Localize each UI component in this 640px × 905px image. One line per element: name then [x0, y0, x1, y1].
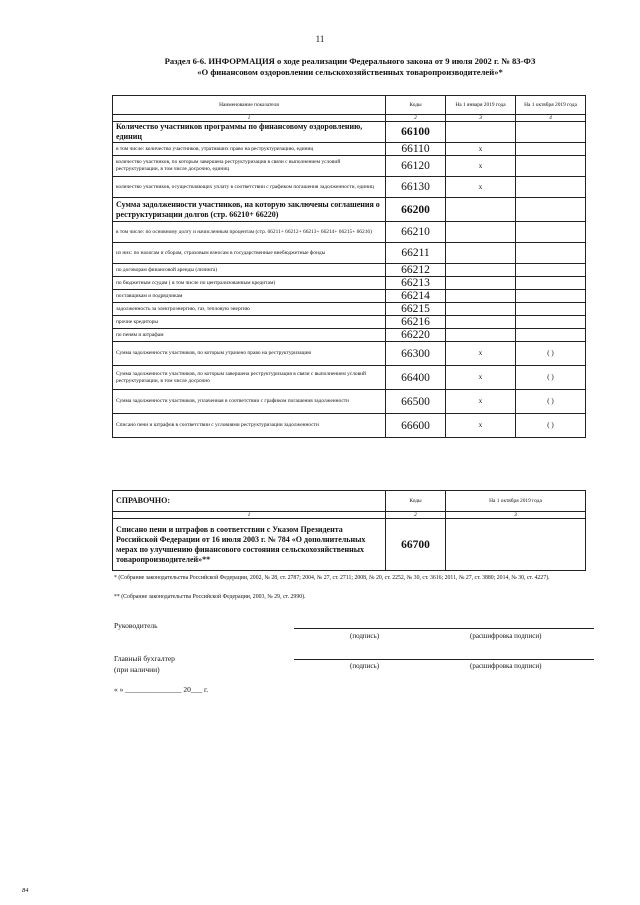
- row-code: 66200: [386, 198, 446, 222]
- table-row: [113, 264, 586, 277]
- accountant-sign-caption: (подпись): [350, 662, 380, 670]
- row-value-jan: [446, 264, 516, 277]
- row-label: Сумма задолженности участников, на которую заключены соглашения о реструктуризации долгов (стр. 66210+ 66220): [113, 198, 386, 222]
- row-value-jan: [446, 198, 516, 222]
- row-label: Сумма задолженности участников, уплаченная в соответствии с графиком погашения задолженности: [113, 390, 386, 414]
- row-code: 66400: [386, 366, 446, 390]
- row-label: Количество участников программы по финансовому оздоровлению, единиц: [113, 122, 386, 143]
- table-header-row: [113, 96, 586, 115]
- table-row: [113, 316, 586, 329]
- table-row: [113, 390, 586, 414]
- row-label: Сумма задолженности участников, по которым завершена реструктуризация в связи с выполнением условий реструктуризации, в том числе досрочно: [113, 366, 386, 390]
- colnum-4: 4: [516, 115, 586, 122]
- table-row: [113, 177, 586, 198]
- table-row: [113, 198, 586, 222]
- row-value-oct: [516, 122, 586, 143]
- row-value-jan: [446, 316, 516, 329]
- reference-row-code: 66700: [386, 519, 446, 571]
- row-value-jan: х: [446, 177, 516, 198]
- row-code: 66212: [386, 264, 446, 277]
- row-code: 66216: [386, 316, 446, 329]
- row-value-jan: х: [446, 143, 516, 156]
- row-code: 66214: [386, 290, 446, 303]
- row-code: 66120: [386, 156, 446, 177]
- colnum-2: 2: [386, 115, 446, 122]
- row-value-jan: [446, 290, 516, 303]
- row-value-jan: [446, 222, 516, 243]
- row-value-oct: [516, 316, 586, 329]
- row-value-oct: [516, 303, 586, 316]
- table-row: [113, 414, 586, 438]
- head-signature-line: [294, 628, 594, 629]
- row-code: 66130: [386, 177, 446, 198]
- row-value-oct: ( ): [516, 390, 586, 414]
- row-value-oct: [516, 143, 586, 156]
- table-row: [113, 277, 586, 290]
- row-value-jan: х: [446, 342, 516, 366]
- row-label: из них: по налогам и сборам, страховым взносам в государственные внебюджетные фонды: [113, 243, 386, 264]
- row-value-oct: [516, 329, 586, 342]
- row-code: 66215: [386, 303, 446, 316]
- reference-header-codes: Коды: [386, 491, 446, 512]
- table-row: [113, 303, 586, 316]
- row-label: прочие кредиторы: [113, 316, 386, 329]
- row-label: по бюджетным ссудам ( в том числе по централизованным кредитам): [113, 277, 386, 290]
- row-label: поставщикам и подрядчикам: [113, 290, 386, 303]
- main-table: [112, 95, 586, 438]
- reference-row: [113, 519, 586, 571]
- page-number: 11: [315, 34, 325, 44]
- table-row: [113, 329, 586, 342]
- row-value-oct: [516, 277, 586, 290]
- row-label: в том числе: количество участников, утративших право на реструктуризацию, единиц: [113, 143, 386, 156]
- row-label: задолженность за электроэнергию, газ, тепловую энергию: [113, 303, 386, 316]
- row-value-jan: х: [446, 390, 516, 414]
- footnote-2: ** (Собрание законодательства Российской Федерации, 2003, № 29, ст. 2990).: [114, 594, 306, 600]
- accountant-decode-caption: (расшифровка подписи): [470, 662, 542, 670]
- date-line: « » _______________ 20___ г.: [114, 685, 209, 694]
- table-row: [113, 243, 586, 264]
- table-row: [113, 143, 586, 156]
- ref-colnum-3: 3: [446, 512, 586, 519]
- row-label: Сумма задолженности участников, по которым утрачено право на реструктуризацию: [113, 342, 386, 366]
- row-label: по договорам финансовой аренды (лизинга): [113, 264, 386, 277]
- row-value-jan: х: [446, 156, 516, 177]
- footnote-1: * (Собрание законодательства Российской Федерации, 2002, № 28, ст. 2787; 2004, № 27, ст. 2711; 2008, № 20, ст. 2252, № 30, ст. 3616; 2011, № 27, ст. 3880; 2014, № 30, ст. 4227).: [114, 575, 550, 581]
- header-name: Наименование показателя: [113, 96, 386, 115]
- row-code: 66300: [386, 342, 446, 366]
- row-value-jan: [446, 303, 516, 316]
- row-label: Списано пени и штрафов в соответствии с условиями реструктуризации задолженности: [113, 414, 386, 438]
- row-value-oct: ( ): [516, 366, 586, 390]
- row-code: 66213: [386, 277, 446, 290]
- row-label: в том числе: по основному долгу и начисленным процентам (стр. 66211+ 66212+ 66213+ 66214+ 66215+ 66216): [113, 222, 386, 243]
- row-code: 66100: [386, 122, 446, 143]
- row-label: по пеням и штрафам: [113, 329, 386, 342]
- accountant-signature-line: [294, 659, 594, 660]
- table-row: [113, 290, 586, 303]
- row-code: 66600: [386, 414, 446, 438]
- head-sign-caption: (подпись): [350, 632, 380, 640]
- column-number-row: [113, 115, 586, 122]
- header-oct: На 1 октября 2019 года: [516, 96, 586, 115]
- row-value-jan: [446, 329, 516, 342]
- ref-colnum-2: 2: [386, 512, 446, 519]
- row-value-oct: [516, 243, 586, 264]
- colnum-3: 3: [446, 115, 516, 122]
- row-value-oct: ( ): [516, 414, 586, 438]
- row-value-jan: х: [446, 414, 516, 438]
- row-value-oct: ( ): [516, 342, 586, 366]
- margin-reference: 84: [22, 887, 29, 894]
- header-jan: На 1 января 2019 года: [446, 96, 516, 115]
- head-label: Руководитель: [114, 621, 158, 630]
- reference-row-label: Списано пени и штрафов в соответствии с Указом Президента Российской Федерации от 16 июля 2003 г. № 784 «О дополнительных мерах по улучшению финансового состояния сельскохозяйственных товаропроизводителей»**: [113, 519, 386, 571]
- row-value-oct: [516, 222, 586, 243]
- title-line-2: «О финансовом оздоровлении сельскохозяйственных товаропроизводителей»*: [197, 67, 503, 77]
- reference-table: [112, 490, 586, 571]
- row-label: количество участников, по которым завершена реструктуризация в связи с выполнением условий реструктуризации, в том числе досрочно, единиц: [113, 156, 386, 177]
- row-value-jan: [446, 243, 516, 264]
- row-label: количество участников, осуществляющих уплату в соответствии с графиком погашения задолженности, единиц: [113, 177, 386, 198]
- colnum-1: 1: [113, 115, 386, 122]
- accountant-label-2: (при наличии): [114, 665, 160, 674]
- row-value-oct: [516, 290, 586, 303]
- row-value-jan: х: [446, 366, 516, 390]
- reference-header-row: [113, 491, 586, 512]
- row-value-oct: [516, 198, 586, 222]
- accountant-label-1: Главный бухгалтер: [114, 654, 175, 663]
- row-code: 66110: [386, 143, 446, 156]
- reference-colnum-row: [113, 512, 586, 519]
- table-row: [113, 342, 586, 366]
- table-row: [113, 122, 586, 143]
- reference-row-value: [446, 519, 586, 571]
- row-value-jan: [446, 122, 516, 143]
- row-code: 66500: [386, 390, 446, 414]
- row-code: 66211: [386, 243, 446, 264]
- row-code: 66210: [386, 222, 446, 243]
- row-value-oct: [516, 177, 586, 198]
- ref-colnum-1: 1: [113, 512, 386, 519]
- title-line-1: Раздел 6-6. ИНФОРМАЦИЯ о ходе реализации Федерального закона от 9 июля 2002 г. № 83-ФЗ: [164, 56, 536, 66]
- head-decode-caption: (расшифровка подписи): [470, 632, 542, 640]
- reference-header-name: СПРАВОЧНО:: [113, 491, 386, 512]
- row-value-jan: [446, 277, 516, 290]
- table-row: [113, 366, 586, 390]
- table-row: [113, 156, 586, 177]
- reference-header-oct: На 1 октября 2019 года: [446, 491, 586, 512]
- header-codes: Коды: [386, 96, 446, 115]
- row-value-oct: [516, 156, 586, 177]
- section-title: [110, 56, 590, 78]
- row-value-oct: [516, 264, 586, 277]
- table-row: [113, 222, 586, 243]
- row-code: 66220: [386, 329, 446, 342]
